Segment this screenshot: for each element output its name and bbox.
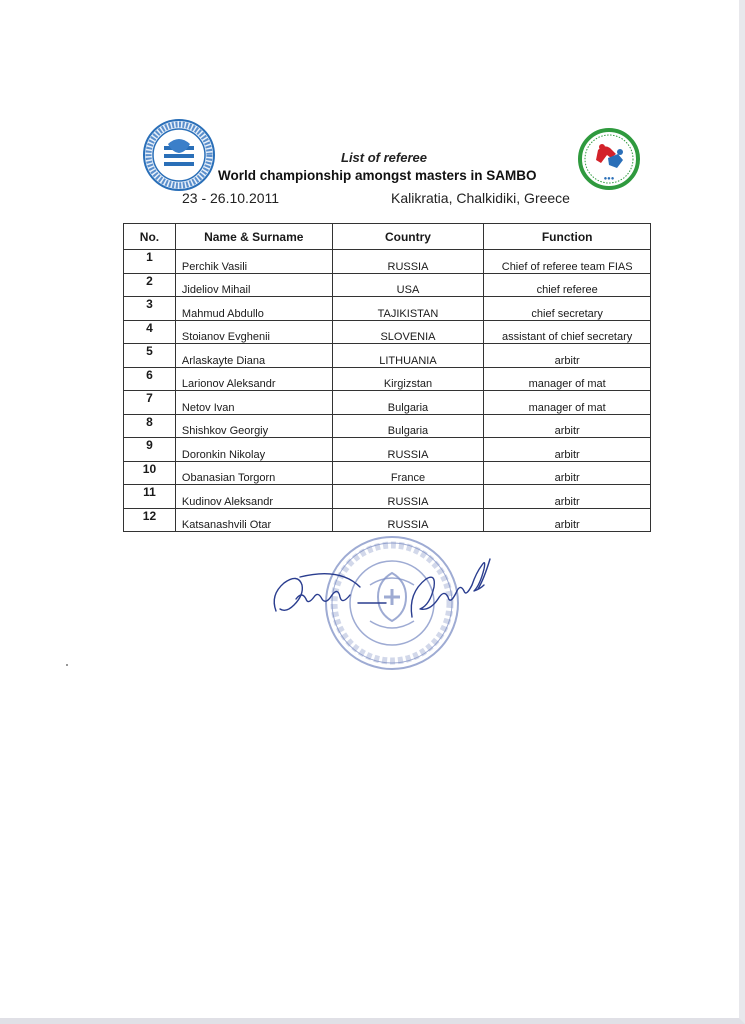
row-name: Larionov Aleksandr <box>175 367 332 391</box>
row-country: RUSSIA <box>332 508 484 532</box>
row-country: USA <box>332 273 484 297</box>
row-name: Shishkov Georgiy <box>175 414 332 438</box>
row-country: RUSSIA <box>332 485 484 509</box>
row-name: Doronkin Nikolay <box>175 438 332 462</box>
svg-text:●●●: ●●● <box>603 176 615 182</box>
row-name: Arlaskayte Diana <box>175 344 332 368</box>
handwritten-signature <box>262 553 512 628</box>
header-country: Country <box>332 224 484 250</box>
table-row <box>124 461 651 485</box>
row-no: 6 <box>124 367 176 391</box>
table-header-row <box>124 224 651 250</box>
table-row <box>124 297 651 321</box>
table-row <box>124 438 651 462</box>
row-function: arbitr <box>484 508 651 532</box>
row-country: RUSSIA <box>332 438 484 462</box>
table-row <box>124 320 651 344</box>
event-dates: 23 - 26.10.2011 <box>182 190 280 206</box>
row-name: Mahmud Abdullo <box>175 297 332 321</box>
row-function: manager of mat <box>484 391 651 415</box>
table-row <box>124 391 651 415</box>
row-no: 1 <box>124 250 176 274</box>
row-function: Chief of referee team FIAS <box>484 250 651 274</box>
row-function: manager of mat <box>484 367 651 391</box>
row-no: 3 <box>124 297 176 321</box>
event-title: World championship amongst masters in SAMBO <box>218 168 537 183</box>
table-row <box>124 344 651 368</box>
row-country: TAJIKISTAN <box>332 297 484 321</box>
row-no: 2 <box>124 273 176 297</box>
row-function: chief referee <box>484 273 651 297</box>
referee-table <box>123 223 651 532</box>
row-name: Stoianov Evghenii <box>175 320 332 344</box>
row-function: assistant of chief secretary <box>484 320 651 344</box>
row-no: 5 <box>124 344 176 368</box>
row-no: 11 <box>124 485 176 509</box>
table-row <box>124 508 651 532</box>
table-row <box>124 250 651 274</box>
scan-speck <box>66 664 68 666</box>
table-row <box>124 273 651 297</box>
row-no: 12 <box>124 508 176 532</box>
table-row <box>124 414 651 438</box>
fias-sambo-logo <box>578 128 640 190</box>
list-title: List of referee <box>341 150 427 165</box>
row-name: Obanasian Torgorn <box>175 461 332 485</box>
row-function: chief secretary <box>484 297 651 321</box>
row-no: 8 <box>124 414 176 438</box>
row-name: Kudinov Aleksandr <box>175 485 332 509</box>
row-country: LITHUANIA <box>332 344 484 368</box>
row-no: 7 <box>124 391 176 415</box>
event-venue: Kalikratia, Chalkidiki, Greece <box>391 190 570 206</box>
row-function: arbitr <box>484 344 651 368</box>
header-name: Name & Surname <box>175 224 332 250</box>
row-name: Netov Ivan <box>175 391 332 415</box>
header-function: Function <box>484 224 651 250</box>
row-no: 10 <box>124 461 176 485</box>
row-function: arbitr <box>484 414 651 438</box>
sambo-federation-logo <box>142 118 216 192</box>
row-country: Bulgaria <box>332 391 484 415</box>
row-name: Katsanashvili Otar <box>175 508 332 532</box>
row-country: SLOVENIA <box>332 320 484 344</box>
header-no: No. <box>124 224 176 250</box>
row-no: 4 <box>124 320 176 344</box>
row-country: Kirgizstan <box>332 367 484 391</box>
row-name: Jideliov Mihail <box>175 273 332 297</box>
row-name: Perchik Vasili <box>175 250 332 274</box>
table-row <box>124 485 651 509</box>
row-function: arbitr <box>484 461 651 485</box>
row-no: 9 <box>124 438 176 462</box>
table-row <box>124 367 651 391</box>
row-country: Bulgaria <box>332 414 484 438</box>
row-function: arbitr <box>484 438 651 462</box>
row-country: RUSSIA <box>332 250 484 274</box>
row-function: arbitr <box>484 485 651 509</box>
row-country: France <box>332 461 484 485</box>
